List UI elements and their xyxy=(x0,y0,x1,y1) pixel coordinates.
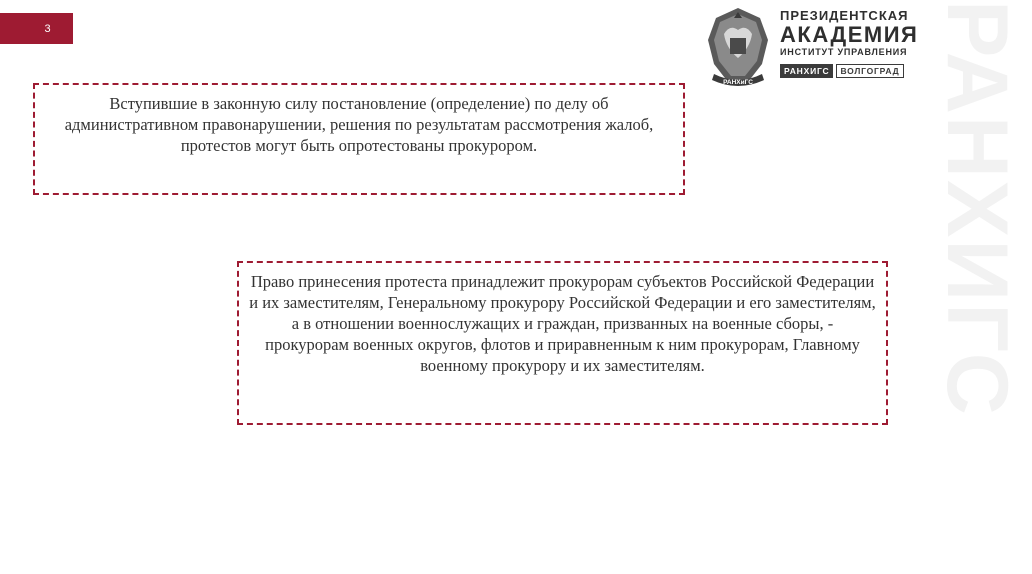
logo-tags xyxy=(780,64,918,78)
logo-line-1: ПРЕЗИДЕНТСКАЯ xyxy=(780,8,909,23)
watermark-label: РАНХИГС xyxy=(929,0,1025,417)
text-box-1-content: Вступившие в законную силу постановление (определение) по делу об административном правонарушении, решения по результатам рассмотрения жалоб, протестов могут быть опротестованы прокурором. xyxy=(64,94,654,155)
emblem-ribbon-text: РАНХиГС xyxy=(723,79,753,86)
logo-tag-city: ВОЛГОГРАД xyxy=(836,64,903,78)
page-number-badge xyxy=(0,13,73,44)
page-number: 3 xyxy=(44,22,51,35)
text-box-1 xyxy=(33,83,685,195)
text-box-2 xyxy=(237,261,888,425)
emblem-icon xyxy=(700,4,776,96)
academy-logo xyxy=(700,4,924,96)
logo-text xyxy=(780,8,918,78)
text-box-2-content: Право принесения протеста принадлежит прокурорам субъектов Российской Федерации и их заместителям, Генеральному прокурору Российской Федерации и его заместителям, а в отношении военнослужащих и граждан, призванных на военные сборы, - прокурорам военных округов, флотов и приравненным к ним прокурорам, Главному военному прокурору и их заместителям. xyxy=(249,272,876,375)
logo-tag-ranepa: РАНХИГС xyxy=(780,64,833,78)
logo-line-3: ИНСТИТУТ УПРАВЛЕНИЯ xyxy=(780,47,908,57)
logo-line-2: АКАДЕМИЯ xyxy=(780,22,919,47)
watermark-text xyxy=(929,0,1032,574)
